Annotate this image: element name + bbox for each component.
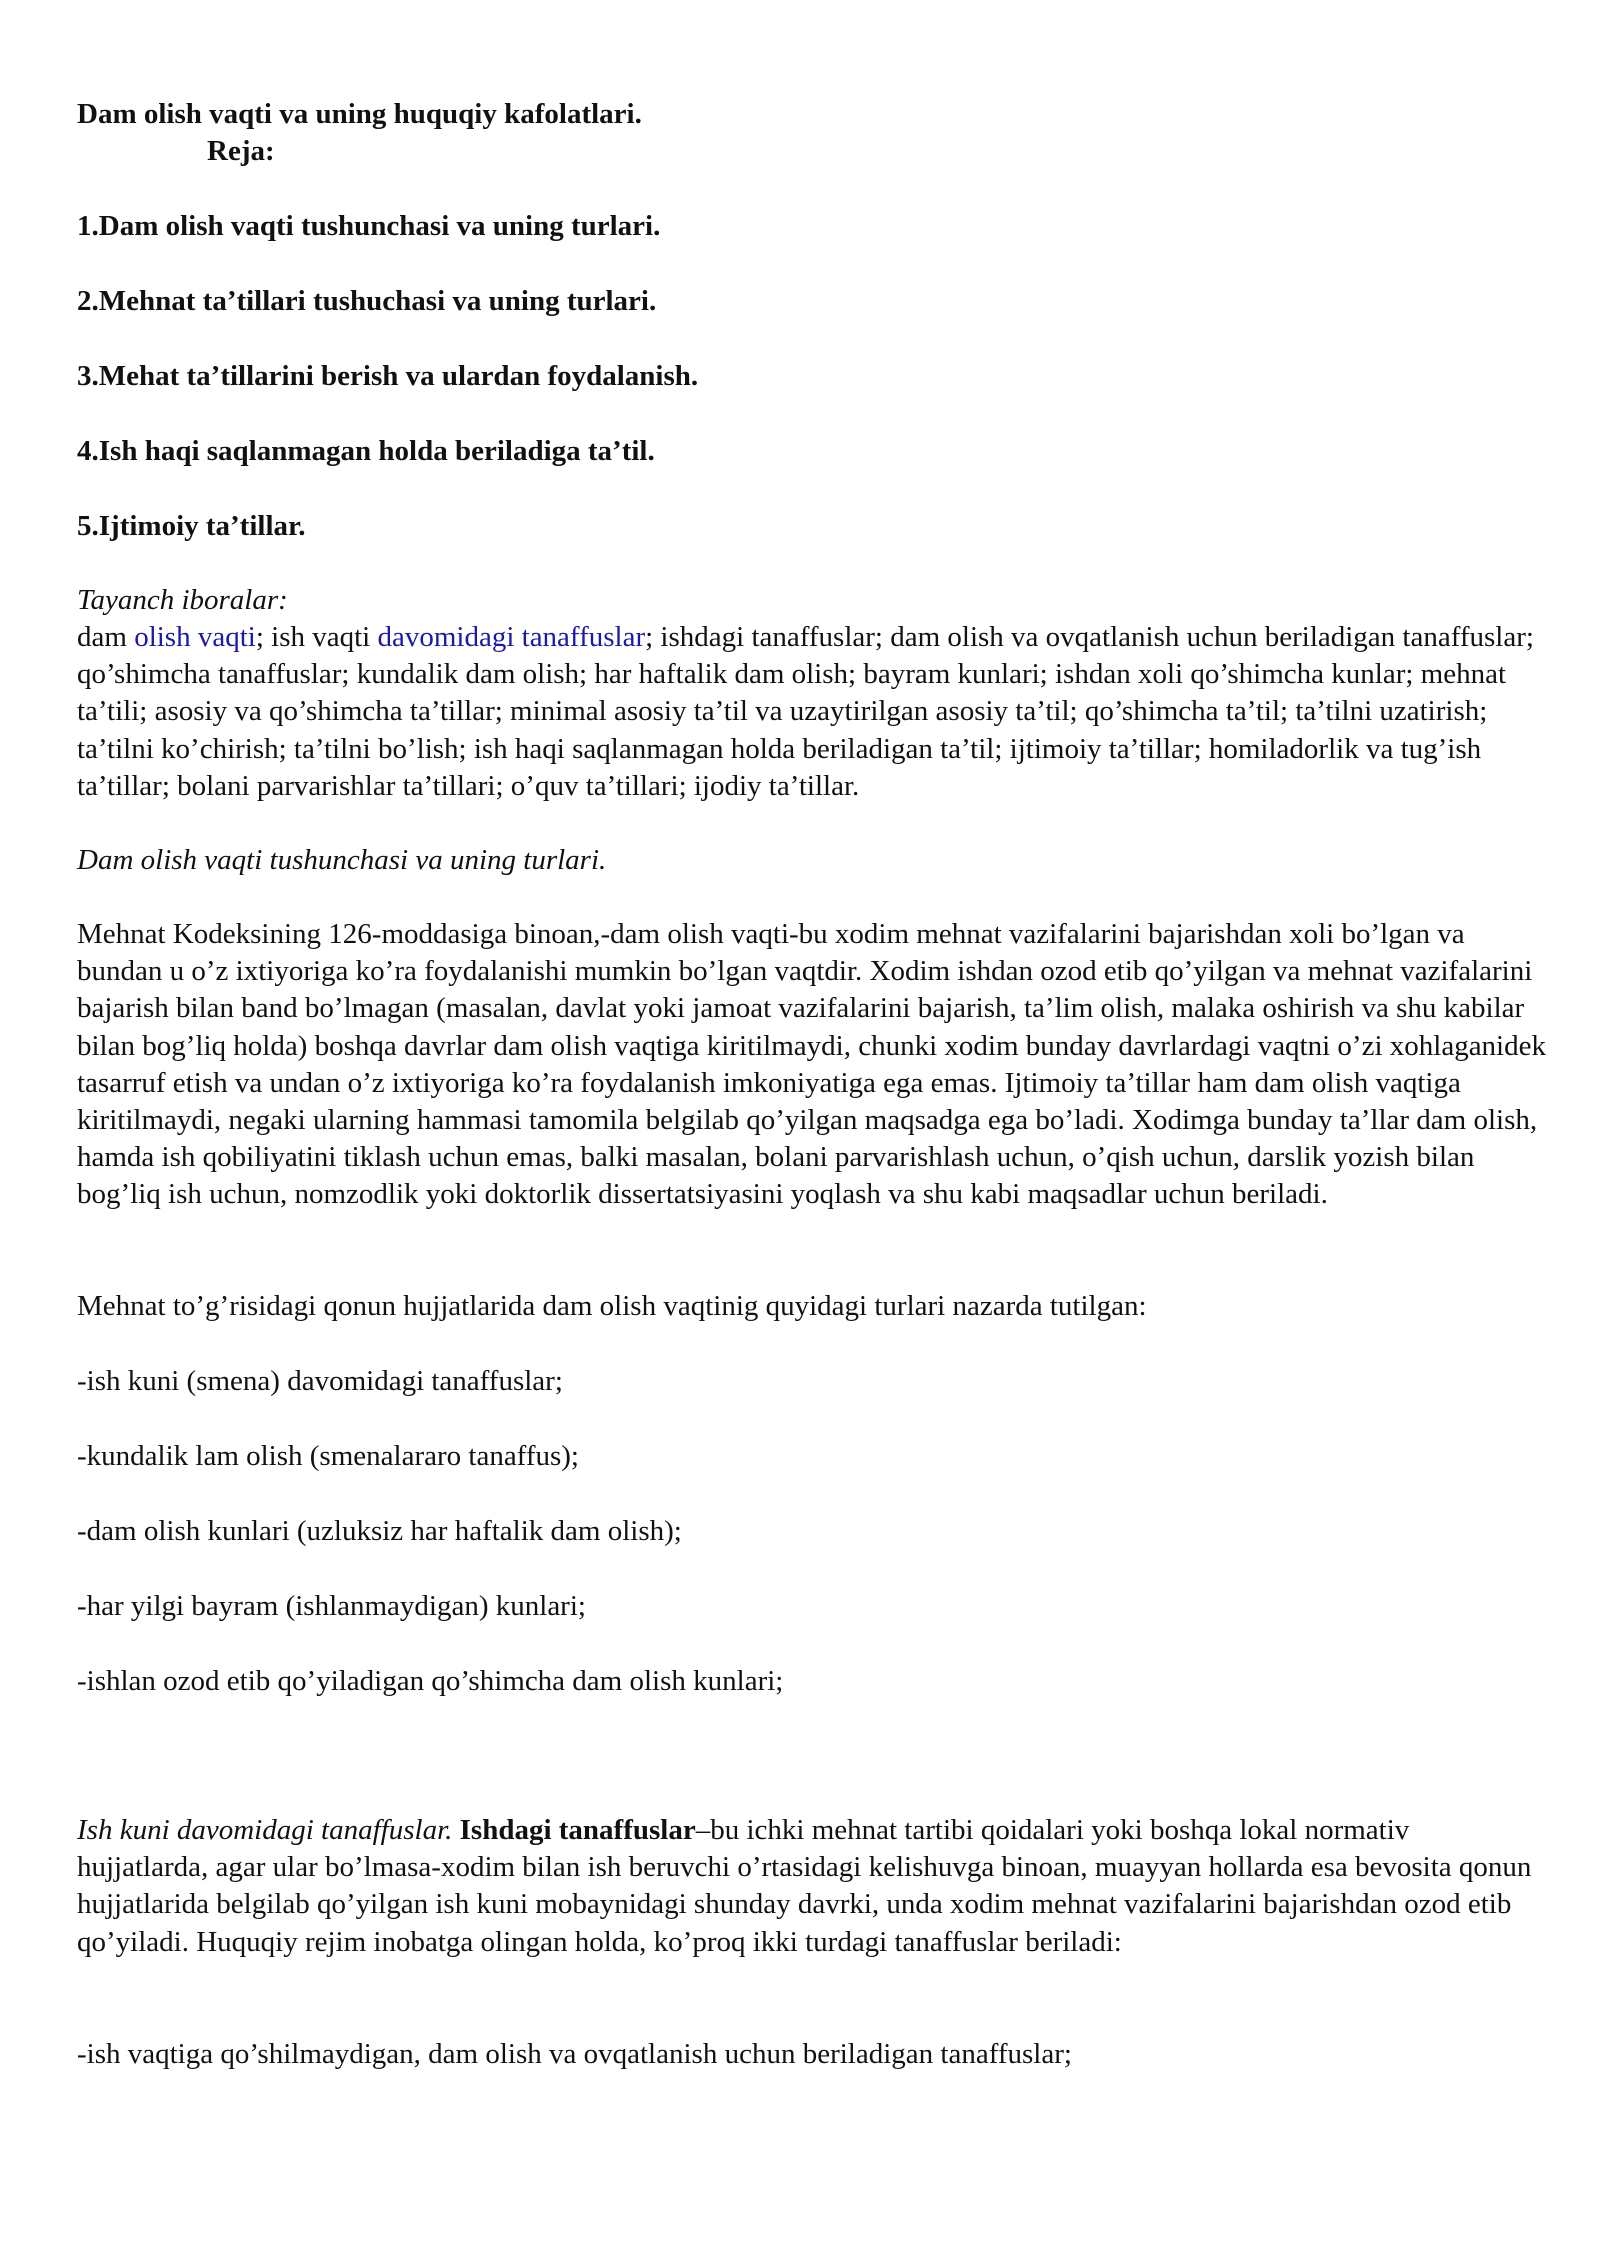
- section-heading: Dam olish vaqti tushunchasi va uning turlari.: [77, 844, 607, 876]
- plan-item-5: 5.Ijtimoiy ta’tillar.: [77, 510, 306, 542]
- plan-item-3: 3.Mehat ta’tillarini berish va ulardan foydalanish.: [77, 360, 699, 392]
- paragraph-definition: Mehnat Kodeksining 126-moddasiga binoan,-dam olish vaqti-bu xodim mehnat vazifalarini bajarishdan xoli bo’lgan va bundan u o’z ixtiyoriga ko’ra foydalanishi mumkin bo’lgan vaqtdir. Xodim ishdan ozod etib qo’yilgan va mehnat vazifalarini bajarish bilan band bo’lmagan (masalan, davlat yoki jamoat vazifalarini bajarish, ta’lim olish, malaka oshirish va shu kabilar bilan bog’liq holda) boshqa davrlar dam olish vaqtiga kiritilmaydi, chunki xodim bunday davrlardagi vaqtni o’zi xohlaganidek tasarruf etish va undan o’z ixtiyoriga ko’ra foydalanish imkoniyatiga ega emas. Ijtimoiy ta’tillar ham dam olish vaqtiga kiritilmaydi, negaki ularning hammasi tamomila belgilab qo’yilgan maqsadga ega bo’ladi. Xodimga bunday ta’llar dam olish, hamda ish qobiliyatini tiklash uchun emas, balki masalan, bolani parvarishlash uchun, o’qish uchun, darslik yozish bilan bog’liq ish uchun, nomzodlik yoki doktorlik dissertatsiyasini yoqlash va shu kabi maqsadlar uchun beriladi.: [77, 918, 1546, 1211]
- paragraph-types-intro: Mehnat to’g’risidagi qonun hujjatlarida dam olish vaqtinig quyidagi turlari nazarda tutilgan:: [77, 1290, 1147, 1322]
- plan-item-1: 1.Dam olish vaqti tushunchasi va uning turlari.: [77, 210, 661, 242]
- keywords-heading: Tayanch iboralar:: [77, 584, 288, 616]
- plan-item-4: 4.Ish haqi saqlanmagan holda beriladiga ta’til.: [77, 435, 655, 467]
- list-item-1: -ish kuni (smena) davomidagi tanaffuslar;: [77, 1365, 563, 1397]
- list-item-2: -kundalik lam olish (smenalararo tanaffus);: [77, 1440, 579, 1472]
- keyword-link-olish-vaqti[interactable]: olish vaqti: [134, 621, 256, 653]
- keywords-paragraph: [77, 619, 1547, 805]
- plan-item-2: 2.Mehnat ta’tillari tushuchasi va uning turlari.: [77, 285, 657, 317]
- keywords-text-2: ; ish vaqti: [255, 621, 378, 653]
- breaks-bold-term: Ishdagi tanaffuslar: [459, 1814, 696, 1846]
- plan-heading: Reja:: [207, 135, 275, 167]
- keywords-text-1: dam: [77, 621, 135, 653]
- list-item-4: -har yilgi bayram (ishlanmaydigan) kunlari;: [77, 1590, 586, 1622]
- list-item-last: -ish vaqtiga qo’shilmaydigan, dam olish va ovqatlanish uchun beriladigan tanaffuslar;: [77, 2038, 1072, 2070]
- breaks-body: –bu ichki mehnat tartibi qoidalari yoki boshqa lokal normativ hujjatlarda, agar ular bo’lmasa-xodim bilan ish beruvchi o’rtasidagi kelishuvga binoan, muayyan hollarda esa bevosita qonun hujjatlarida belgilab qo’yilgan ish kuni mobaynidagi shunday davrki, unda xodim mehnat vazifalarini bajarishdan ozod etib qo’yiladi. Huquqiy rejim inobatga olingan holda, ko’proq ikki turdagi tanaffuslar beriladi:: [77, 1814, 1532, 1958]
- paragraph-breaks: [77, 1812, 1547, 1961]
- list-item-3: -dam olish kunlari (uzluksiz har haftalik dam olish);: [77, 1515, 682, 1547]
- list-item-5: -ishlan ozod etib qo’yiladigan qo’shimcha dam olish kunlari;: [77, 1665, 784, 1697]
- keyword-link-davomidagi-tanaffuslar[interactable]: davomidagi tanaffuslar: [377, 621, 646, 653]
- document-title: Dam olish vaqti va uning huquqiy kafolatlari.: [77, 98, 642, 130]
- keywords-text-3: ; ishdagi tanaffuslar; dam olish va ovqatlanish uchun beriladigan tanaffuslar; qo’shimcha tanaffuslar; kundalik dam olish; har haftalik dam olish; bayram kunlari; ishdan xoli qo’shimcha kunlar; mehnat ta’tili; asosiy va qo’shimcha ta’tillar; minimal asosiy ta’til va uzaytirilgan asosiy ta’til; qo’shimcha ta’til; ta’tilni uzatirish; ta’tilni ko’chirish; ta’tilni bo’lish; ish haqi saqlanmagan holda beriladigan ta’til; ijtimoiy ta’tillar; homiladorlik va tug’ish ta’tillar; bolani parvarishlar ta’tillari; o’quv ta’tillari; ijodiy ta’tillar.: [77, 621, 1534, 802]
- breaks-italic-lead: Ish kuni davomidagi tanaffuslar.: [77, 1814, 453, 1846]
